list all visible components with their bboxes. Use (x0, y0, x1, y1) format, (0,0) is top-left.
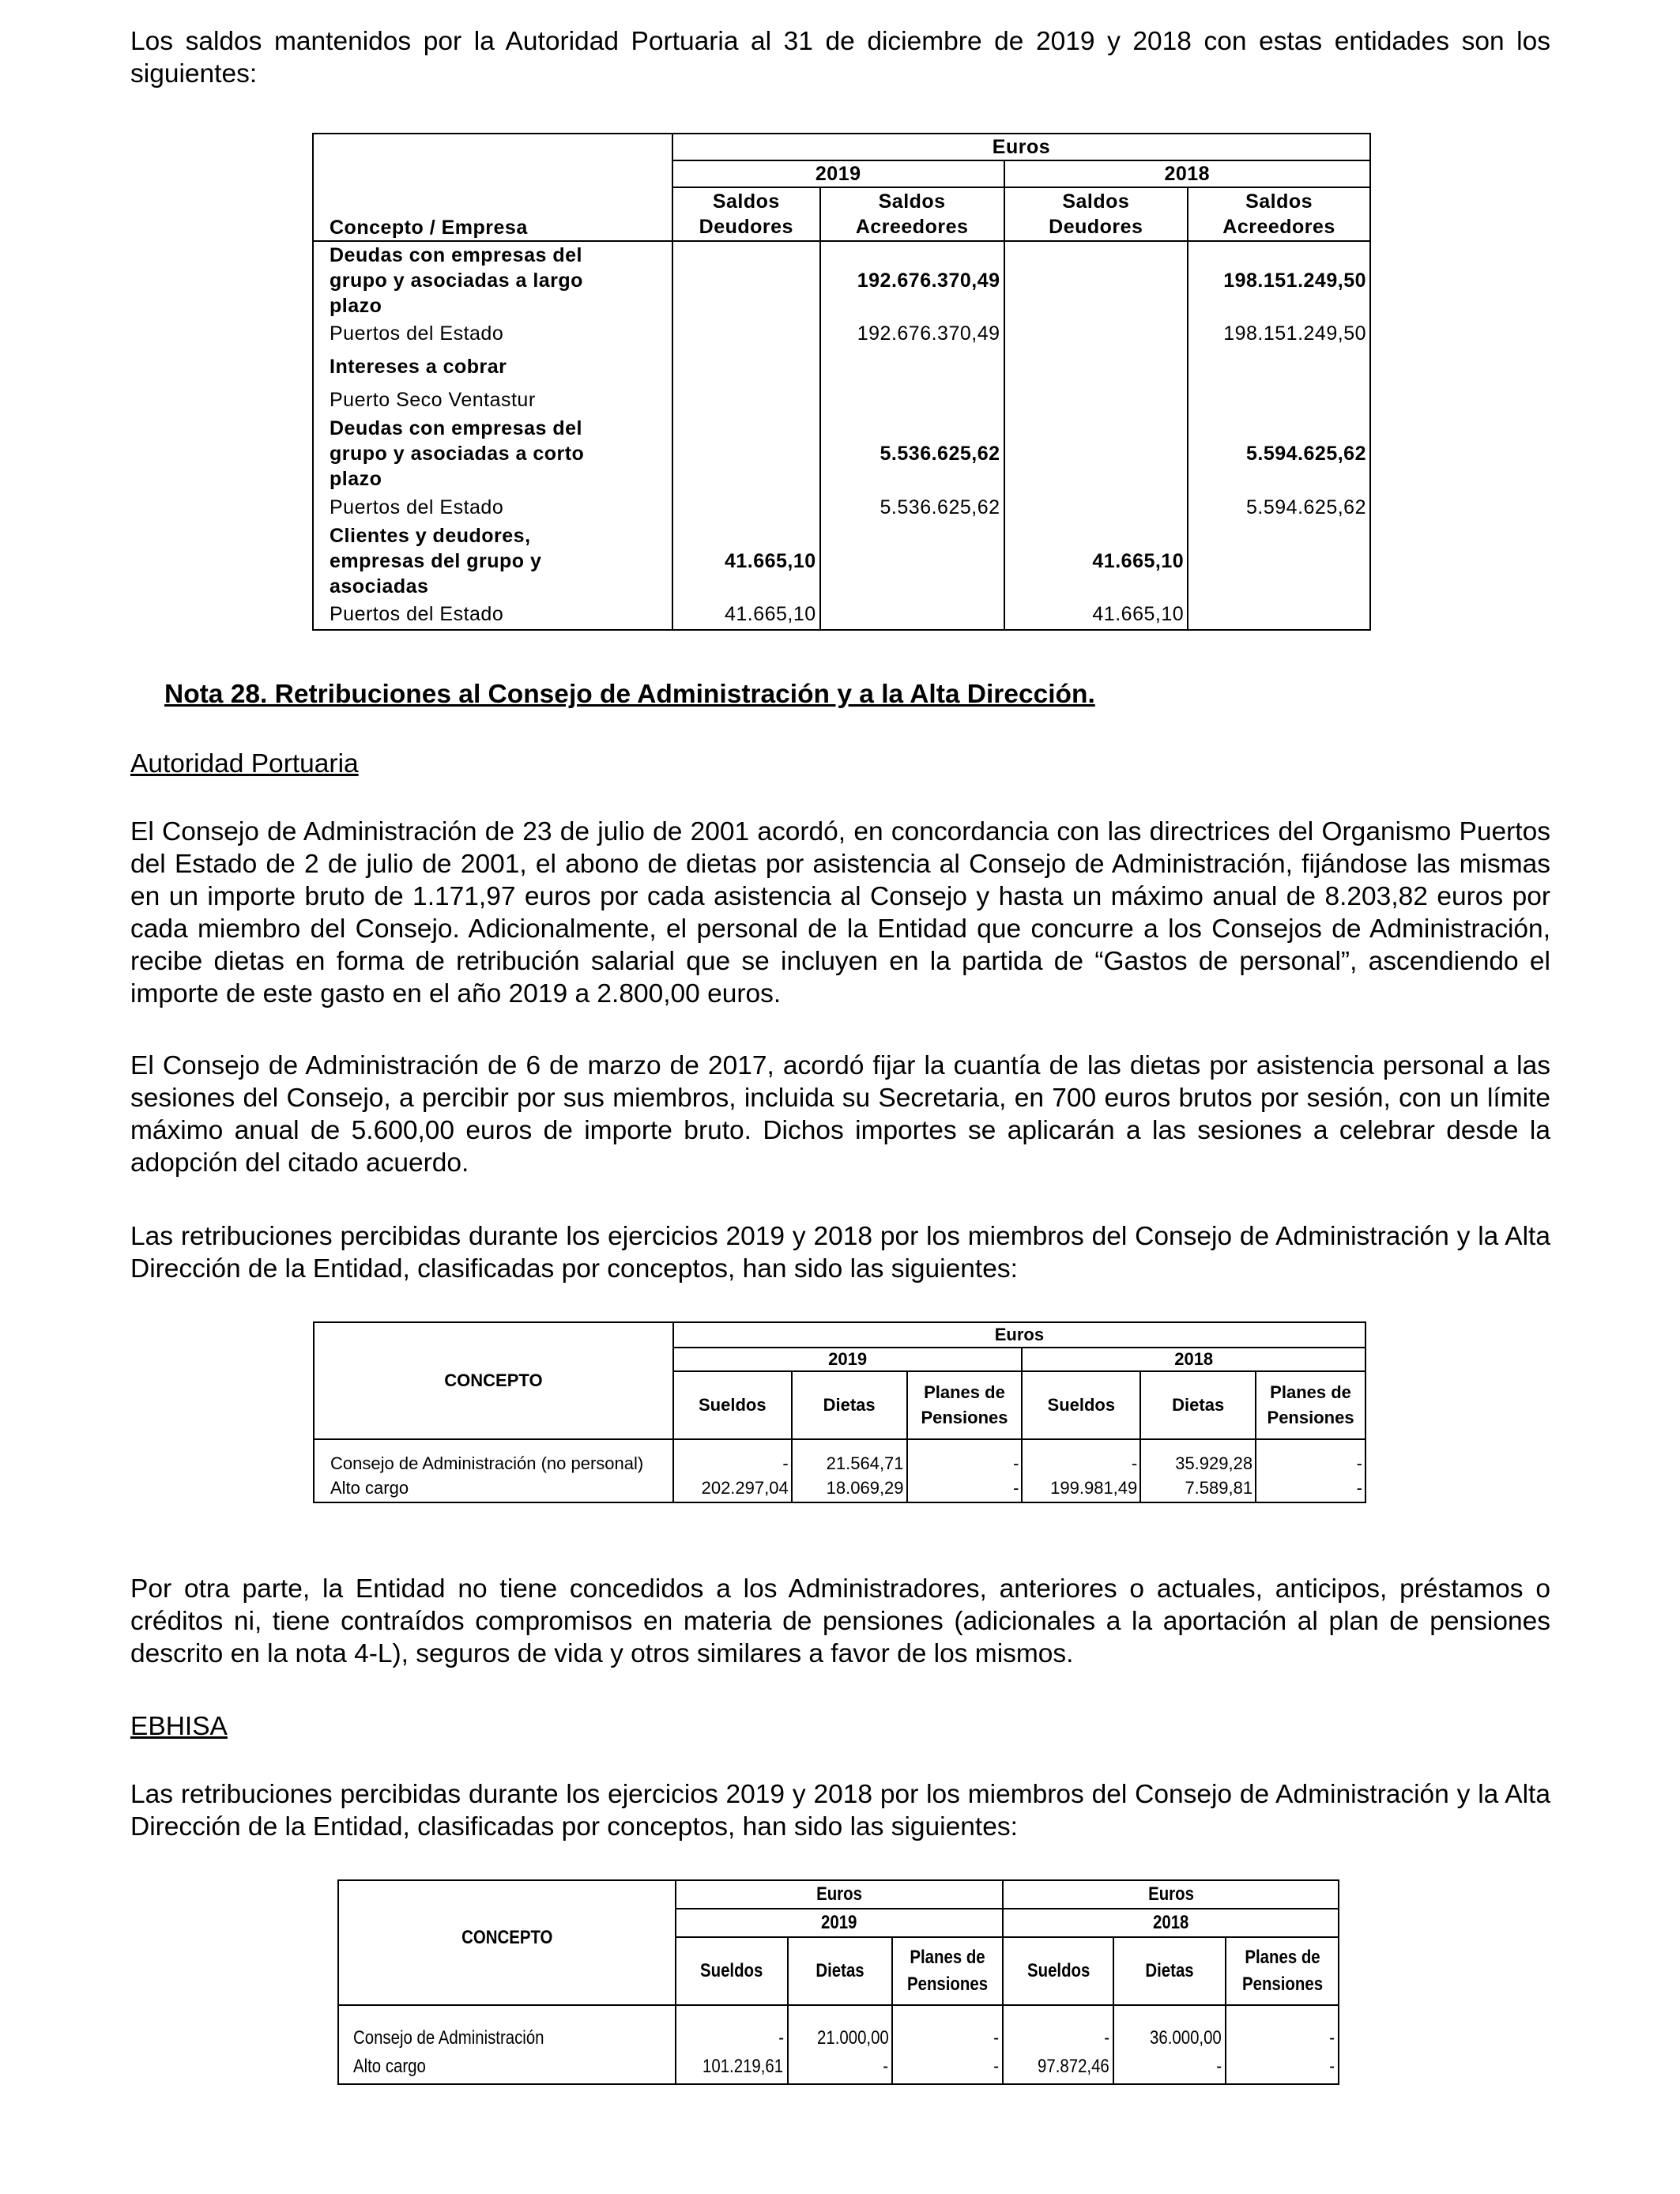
ap-year-2018: 2018 (1022, 1348, 1365, 1371)
eb-euros-2018-header: Euros (1003, 1880, 1339, 1909)
eb-euros-2019-header: Euros (676, 1880, 1004, 1909)
ap-euros-header: Euros (673, 1322, 1365, 1348)
eb-cell: - (1003, 2005, 1113, 2049)
saldos-concept: Puertos del Estado (313, 319, 672, 349)
saldos-cell: 192.676.370,49 (820, 241, 1004, 319)
saldos-year-2019: 2019 (672, 160, 1004, 187)
table-row (313, 492, 1370, 522)
ap-concepto-header: CONCEPTO (314, 1322, 673, 1439)
saldos-concept: Deudas con empresas del grupo y asociadas a largo plazo (313, 241, 672, 319)
saldos-concept: Puertos del Estado (313, 492, 672, 522)
paragraph-2: El Consejo de Administración de 6 de marzo de 2017, acordó fijar la cuantía de las dietas por asistencia personal a las sesiones del Consejo, a percibir por sus miembros, incluida su Secretaria, en 700 euros brutos por sesión, con un límite máximo anual de 5.600,00 euros de importe bruto. Dichos importes se aplicarán a las sesiones a celebrar desde la adopción del citado acuerdo. (130, 1051, 1550, 1178)
saldos-header-blank (313, 134, 672, 160)
saldos-cell (672, 241, 820, 319)
saldos-cell: 5.536.625,62 (820, 492, 1004, 522)
eb-cell: 101.219,61 (676, 2049, 788, 2084)
saldos-cell (1004, 319, 1188, 349)
eb-concept: Alto cargo (338, 2049, 676, 2084)
saldos-cell (1004, 349, 1188, 385)
table-row (313, 522, 1370, 600)
saldos-concept: Deudas con empresas del grupo y asociadas a corto plazo (313, 415, 672, 492)
paragraph-1: El Consejo de Administración de 23 de julio de 2001 acordó, en concordancia con las directrices del Organismo Puertos del Estado de 2 de julio de 2001, el abono de dietas por asistencia al Consejo de Administración, fijándose las mismas en un importe bruto de 1.171,97 euros por cada asistencia al Consejo y hasta un máximo anual de 8.203,82 euros por cada miembro del Consejo. Adicionalmente, el personal de la Entidad que concurre a los Consejos de Administración, recibe dietas en forma de retribución salarial que se incluyen en la partida de “Gastos de personal”, ascendiendo el importe de este gasto en el año 2019 a 2.800,00 euros. (130, 817, 1550, 1008)
eb-concept: Consejo de Administración (338, 2005, 676, 2049)
saldos-concept: Intereses a cobrar (313, 349, 672, 385)
paragraph-4: Por otra parte, la Entidad no tiene concedidos a los Administradores, anteriores o actuales, anticipos, préstamos o créditos ni, tiene contraídos compromisos en materia de pensiones (adicionales a la aportación al plan de pensiones descrito en la nota 4-L), seguros de vida y otros similares a favor de los mismos. (130, 1574, 1550, 1668)
saldos-cell: 41.665,10 (672, 522, 820, 600)
paragraph-5: Las retribuciones percibidas durante los ejercicios 2019 y 2018 por los miembros del Consejo de Administración y la Alta Dirección de la Entidad, clasificadas por conceptos, han sido las siguientes: (130, 1780, 1550, 1842)
ap-cell: - (1022, 1439, 1140, 1474)
ap-year-2019: 2019 (673, 1348, 1023, 1371)
eb-cell: - (1113, 2049, 1226, 2084)
saldos-cell: 198.151.249,50 (1188, 241, 1370, 319)
eb-sueldos-2019-header: Sueldos (676, 1937, 788, 2005)
table-row (314, 1439, 1365, 1474)
saldos-cell (1004, 241, 1188, 319)
saldos-cell: 5.536.625,62 (820, 415, 1004, 492)
ap-cell: 202.297,04 (673, 1474, 792, 1502)
ap-sueldos-2019-header: Sueldos (673, 1371, 792, 1439)
eb-cell: - (1226, 2005, 1339, 2049)
saldos-year-2018: 2018 (1004, 160, 1370, 187)
table-row (313, 415, 1370, 492)
eb-dietas-2019-header: Dietas (788, 1937, 893, 2005)
saldos-cell (1188, 385, 1370, 415)
eb-cell: - (676, 2005, 788, 2049)
saldos-cell (672, 349, 820, 385)
retribuciones-ap-table (313, 1321, 1366, 1503)
saldos-deudores-2019-header: Saldos Deudores (672, 187, 820, 241)
eb-cell: - (892, 2049, 1003, 2084)
ap-planes-2018-header: Planes de Pensiones (1256, 1371, 1365, 1439)
ap-cell: - (907, 1439, 1023, 1474)
retribuciones-ebhisa-table (337, 1879, 1339, 2085)
ap-concept: Consejo de Administración (no personal) (314, 1439, 673, 1474)
eb-planes-2019-header: Planes de Pensiones (892, 1937, 1003, 2005)
saldos-cell: 198.151.249,50 (1188, 319, 1370, 349)
saldos-cell (1188, 600, 1370, 630)
eb-cell: - (788, 2049, 893, 2084)
ap-cell: - (1256, 1474, 1365, 1502)
ap-cell: - (907, 1474, 1023, 1502)
saldos-acreedores-2019-header: Saldos Acreedores (820, 187, 1004, 241)
saldos-cell (672, 385, 820, 415)
ap-dietas-2018-header: Dietas (1140, 1371, 1256, 1439)
eb-dietas-2018-header: Dietas (1113, 1937, 1226, 2005)
ap-dietas-2019-header: Dietas (792, 1371, 907, 1439)
saldos-cell: 41.665,10 (672, 600, 820, 630)
saldos-cell: 5.594.625,62 (1188, 492, 1370, 522)
ap-cell: 7.589,81 (1140, 1474, 1256, 1502)
eb-year-2018: 2018 (1003, 1909, 1339, 1937)
ap-cell: 21.564,71 (792, 1439, 907, 1474)
saldos-concept-header: Concepto / Empresa (313, 187, 672, 241)
ap-cell: 199.981,49 (1022, 1474, 1140, 1502)
eb-planes-2018-header: Planes de Pensiones (1226, 1937, 1339, 2005)
nota28-heading: Nota 28. Retribuciones al Consejo de Administración y a la Alta Dirección. (164, 680, 1095, 709)
saldos-cell (1004, 492, 1188, 522)
ap-cell: - (1256, 1439, 1365, 1474)
paragraph-3: Las retribuciones percibidas durante los ejercicios 2019 y 2018 por los miembros del Consejo de Administración y la Alta Dirección de la Entidad, clasificadas por conceptos, han sido las siguientes: (130, 1222, 1550, 1284)
table-row (313, 319, 1370, 349)
saldos-concept: Puertos del Estado (313, 600, 672, 630)
saldos-cell: 5.594.625,62 (1188, 415, 1370, 492)
saldos-euros-header: Euros (672, 134, 1370, 160)
ap-cell: 18.069,29 (792, 1474, 907, 1502)
eb-year-2019: 2019 (676, 1909, 1004, 1937)
subhead-ebhisa: EBHISA (130, 1712, 228, 1741)
ap-cell: - (673, 1439, 792, 1474)
saldos-cell (820, 600, 1004, 630)
saldos-cell (672, 492, 820, 522)
saldos-cell (1188, 522, 1370, 600)
saldos-deudores-2018-header: Saldos Deudores (1004, 187, 1188, 241)
table-row (313, 600, 1370, 630)
table-row (338, 2049, 1339, 2084)
saldos-concept: Puerto Seco Ventastur (313, 385, 672, 415)
eb-cell: 97.872,46 (1003, 2049, 1113, 2084)
ap-concept: Alto cargo (314, 1474, 673, 1502)
saldos-cell: 41.665,10 (1004, 522, 1188, 600)
table-row (338, 2005, 1339, 2049)
table-row (314, 1474, 1365, 1502)
eb-cell: - (1226, 2049, 1339, 2084)
eb-sueldos-2018-header: Sueldos (1003, 1937, 1113, 2005)
saldos-cell (672, 319, 820, 349)
eb-concepto-header: CONCEPTO (338, 1880, 676, 2005)
saldos-cell (1188, 349, 1370, 385)
table-row (313, 241, 1370, 319)
saldos-cell (1004, 415, 1188, 492)
saldos-acreedores-2018-header: Saldos Acreedores (1188, 187, 1370, 241)
eb-cell: 21.000,00 (788, 2005, 893, 2049)
table-row (313, 385, 1370, 415)
intro-paragraph: Los saldos mantenidos por la Autoridad Portuaria al 31 de diciembre de 2019 y 2018 con estas entidades son los siguientes: (130, 27, 1550, 89)
subhead-autoridad-portuaria: Autoridad Portuaria (130, 749, 359, 778)
saldos-table (312, 133, 1371, 631)
eb-cell: - (892, 2005, 1003, 2049)
saldos-cell (820, 349, 1004, 385)
saldos-cell (820, 522, 1004, 600)
saldos-cell (1004, 385, 1188, 415)
table-row (313, 349, 1370, 385)
ap-planes-2019-header: Planes de Pensiones (907, 1371, 1023, 1439)
ap-cell: 35.929,28 (1140, 1439, 1256, 1474)
saldos-cell (672, 415, 820, 492)
saldos-cell: 41.665,10 (1004, 600, 1188, 630)
saldos-cell (820, 385, 1004, 415)
saldos-concept: Clientes y deudores, empresas del grupo y asociadas (313, 522, 672, 600)
ap-sueldos-2018-header: Sueldos (1022, 1371, 1140, 1439)
eb-cell: 36.000,00 (1113, 2005, 1226, 2049)
saldos-cell: 192.676.370,49 (820, 319, 1004, 349)
